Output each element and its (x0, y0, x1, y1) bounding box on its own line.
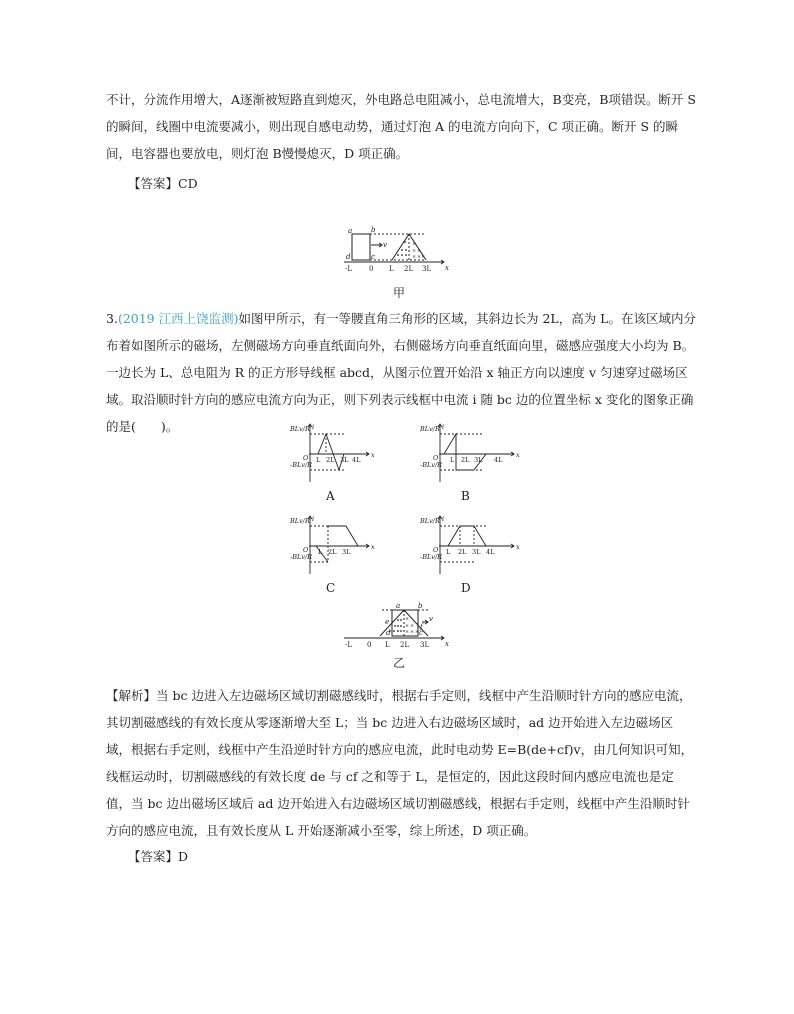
question-number: 3. (106, 311, 118, 326)
b-tick-4l: 4L (494, 456, 503, 464)
c-i-label: i (312, 515, 315, 523)
caption-yi: 乙 (393, 656, 406, 670)
yi-label-e: e (385, 618, 390, 626)
c-origin: O (303, 546, 309, 554)
a-origin: O (303, 454, 309, 462)
label-c: c (371, 253, 375, 261)
svg-text:×: × (421, 254, 426, 260)
svg-text:×: × (417, 248, 422, 254)
option-label-d: D (461, 581, 471, 595)
d-origin: O (433, 546, 439, 554)
svg-text:×: × (415, 629, 420, 635)
svg-text:×: × (412, 254, 417, 260)
d-y-pos: BLv/R (420, 517, 440, 525)
b-y-pos: BLv/R (420, 425, 440, 433)
label-d: d (346, 253, 351, 261)
a-tick-l: L (316, 456, 321, 464)
c-tick-3l: 3L (342, 548, 351, 556)
option-label-a: A (326, 489, 335, 503)
c-tick-l: L (318, 548, 323, 556)
d-tick-l: L (446, 548, 451, 556)
svg-text:×: × (410, 623, 415, 629)
b-tick-2l: 2L (461, 456, 470, 464)
svg-text:×: × (405, 623, 410, 629)
c-y-pos: BLv/R (290, 517, 310, 525)
figure-yi (340, 600, 460, 654)
d-tick-2l: 2L (458, 548, 467, 556)
a-y-neg: -BLv/R (290, 461, 313, 469)
tick-0: 0 (369, 265, 374, 273)
svg-text:×: × (417, 254, 422, 260)
d-i-label: i (442, 515, 445, 523)
yi-tick-0: 0 (367, 641, 372, 649)
c-x-label: x (371, 543, 375, 551)
answer-1: 【答案】CD (128, 176, 198, 191)
yi-label-c: c (419, 629, 423, 637)
svg-text:×: × (412, 248, 417, 254)
option-label-b: B (461, 489, 470, 503)
b-y-neg: -BLv/R (420, 461, 443, 469)
graph-b (414, 420, 534, 488)
d-tick-4l: 4L (486, 548, 495, 556)
svg-text:×: × (410, 629, 415, 635)
question-body: 如图甲所示，有一等腰直角三角形的区域，其斜边长为 2L，高为 L。在该区域内分布着如图所示的磁场，左侧磁场方向垂直纸面向外，右侧磁场方向垂直纸面向里，磁感应强度大小均为 B。一边长为 L、总电阻为 R 的正方形导线框 abcd，从图示位置开始沿 x 轴正方向以速度 v 匀速穿过磁场区域。取沿顺时针方向的感应电流方向为正，则下列表示线框中电流 i 随 bc 边的位置坐标 x 变化的图象正确的是( )。 (106, 311, 696, 434)
svg-text:×: × (405, 616, 410, 622)
svg-text:×: × (412, 241, 417, 247)
option-label-c: C (326, 581, 336, 595)
graph-d (414, 512, 534, 580)
figure-jia (340, 222, 460, 282)
yi-tick-2l: 2L (400, 641, 410, 649)
yi-label-a: a (396, 602, 401, 610)
svg-text:×: × (405, 629, 410, 635)
b-tick-3l: 3L (474, 456, 483, 464)
analysis-paragraph: 【解析】当 bc 边进入左边磁场区域切割磁感线时，根据右手定则，线框中产生沿顺时针方向的感应电流，其切割磁感线的有效长度从零逐渐增大至 L；当 bc 边进入右边磁场区域时，ad 边开始进入左边磁场区域，根据右手定则，线框中产生沿逆时针方向的感应电流，此时电动势 E=B(de+cf)v，由几何知识可知，线框运动时，切割磁感线的有效长度 de 与 cf 之和等于 L，是恒定的，因此这段时间内感应电流也是定值，当 bc 边出磁场区域后 ad 边开始进入右边磁场区域切割磁感线，根据右手定则，线框中产生沿顺时针方向的感应电流，且有效长度从 L 开始逐渐减小至零，综上所述，D 项正确。 (106, 688, 694, 838)
graph-c (284, 512, 404, 580)
top-paragraph: 不计，分流作用增大，A逐渐被短路直到熄灭，外电路总电阻减小，总电流增大，B变亮，B项错误。断开 S 的瞬间，线圈中电流要减小，则出现自感电动势，通过灯泡 A 的电流方向向下，C 项正确。断开 S 的瞬间，电容器也要放电，则灯泡 B慢慢熄灭，D 项正确。 (106, 92, 696, 161)
d-x-label: x (516, 543, 520, 551)
answer-2: 【答案】D (128, 849, 189, 864)
yi-label-v: v (429, 615, 433, 623)
b-tick-l: L (450, 456, 455, 464)
tick-2l: 2L (404, 265, 414, 273)
a-tick-4l: 4L (352, 456, 361, 464)
c-y-neg: -BLv/R (290, 553, 313, 561)
yi-label-b: b (418, 602, 423, 610)
d-tick-3l: 3L (472, 548, 481, 556)
b-origin: O (433, 454, 439, 462)
question-source: (2019 江西上饶监测) (117, 311, 239, 326)
yi-tick-neg-l: -L (345, 641, 353, 649)
b-x-label: x (516, 451, 520, 459)
yi-label-f: f (420, 623, 423, 631)
b-i-label: i (442, 423, 445, 431)
label-b: b (371, 226, 376, 234)
yi-label-d: d (386, 629, 391, 637)
label-a: a (348, 227, 353, 235)
a-tick-2l: 2L (326, 456, 335, 464)
caption-jia: 甲 (393, 286, 406, 300)
a-y-pos: BLv/R (290, 425, 310, 433)
graph-a (284, 420, 404, 488)
label-x: x (445, 264, 449, 272)
yi-label-x: x (445, 640, 449, 648)
d-y-neg: -BLv/R (420, 553, 443, 561)
tick-l: L (389, 265, 394, 273)
yi-tick-3l: 3L (420, 641, 430, 649)
tick-neg-l: -L (345, 265, 353, 273)
tick-3l: 3L (422, 265, 432, 273)
label-v: v (383, 241, 387, 249)
yi-tick-l: L (385, 641, 390, 649)
a-i-label: i (312, 423, 315, 431)
a-tick-3l: 3L (340, 456, 349, 464)
c-tick-2l: 2L (328, 548, 337, 556)
a-x-label: x (371, 451, 375, 459)
